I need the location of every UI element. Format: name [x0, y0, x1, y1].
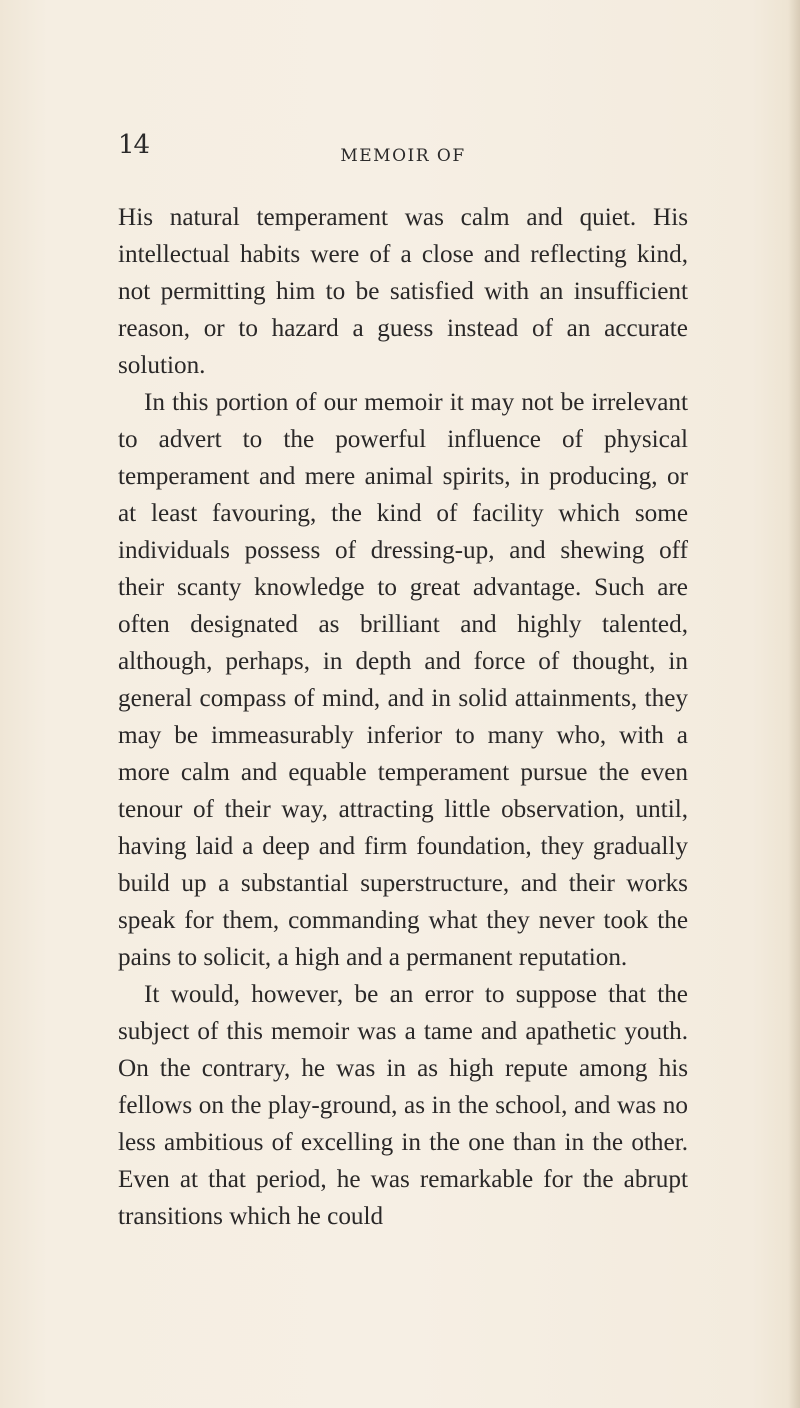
- body-text: [118, 199, 688, 1235]
- page-edge-shadow: [788, 0, 800, 1408]
- page-number: 14: [118, 130, 150, 160]
- paragraph: His natural temperament was calm and quiet. His intellectual habits were of a close and reflecting kind, not permitting him to be satisfied with an insufficient reason, or to hazard a guess instead of an accurate solution.: [118, 204, 688, 379]
- paragraph: It would, however, be an error to suppose that the subject of this memoir was a tame and apathetic youth. On the contrary, he was in as high repute among his fellows on the play-ground, as in the school, and was no less ambitious of excelling in the one than in the other. Even at that period, he was remarkable for the abrupt transitions which he could: [118, 981, 688, 1230]
- paragraph: In this portion of our memoir it may not be irrelevant to advert to the powerful influence of physical temperament and mere animal spirits, in producing, or at least favouring, the kind of facility which some individuals possess of dressing-up, and shewing off their scanty knowledge to great advantage. Such are often designated as brilliant and highly talented, although, perhaps, in depth and force of thought, in general compass of mind, and in solid attainments, they may be immeasurably inferior to many who, with a more calm and equable temperament pursue the even tenour of their way, attracting little observation, until, having laid a deep and firm foundation, they gradually build up a substantial superstructure, and their works speak for them, commanding what they never took the pains to solicit, a high and a permanent reputation.: [118, 389, 688, 971]
- page-header: [118, 118, 688, 178]
- running-head: MEMOIR OF: [340, 146, 466, 166]
